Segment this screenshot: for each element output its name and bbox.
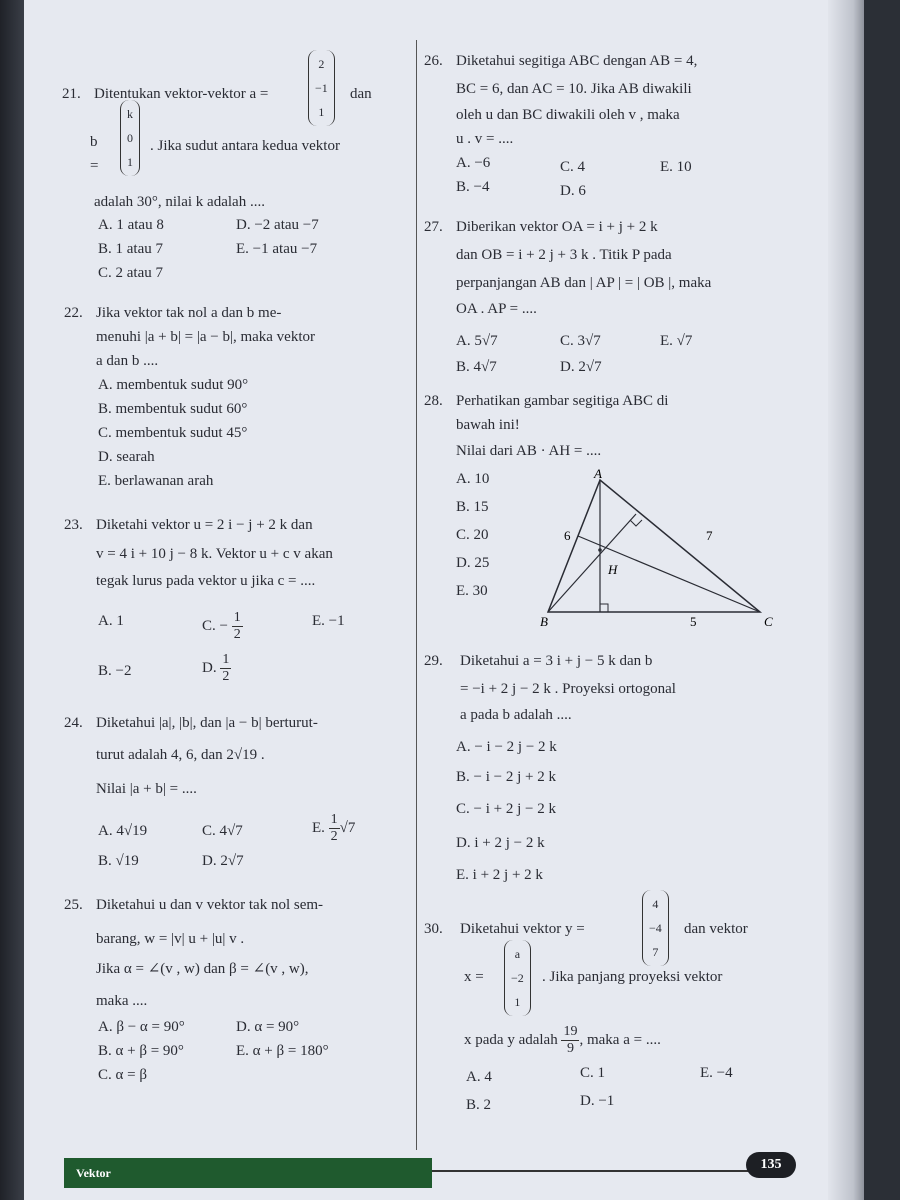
conjunction: dan vektor (684, 921, 748, 937)
option-c: C. 2 atau 7 (98, 265, 163, 281)
numerator: 1 (233, 610, 241, 625)
option-e: E. berlawanan arah (98, 473, 214, 489)
option-c: C. 4√7 (202, 823, 243, 839)
option-d: D. 25 (456, 555, 490, 571)
vector-entry: 4 (652, 897, 659, 911)
option-label: E. (312, 819, 325, 836)
option-c: C. − i + 2 j − 2 k (456, 801, 556, 817)
option-b: B. membentuk sudut 60° (98, 401, 248, 417)
option-a: A. β − α = 90° (98, 1019, 185, 1035)
orthocenter-point (598, 548, 602, 552)
option-e: E. −4 (700, 1065, 733, 1081)
denominator: 2 (222, 669, 230, 684)
option-c: C. 20 (456, 527, 489, 543)
fraction (232, 610, 243, 643)
question-text-line-3: Nilai dari AB · AH = .... (456, 443, 602, 459)
option-e (312, 812, 355, 845)
vector-entry: 2 (318, 57, 325, 71)
denominator: 2 (233, 627, 241, 642)
footer-section-label: Vektor (76, 1166, 111, 1180)
side-ac-length: 7 (706, 528, 713, 543)
radical: √7 (339, 819, 356, 836)
question-text-line-2: . Jika sudut antara kedua vektor (150, 138, 340, 154)
right-angle-mark (630, 520, 642, 526)
vector-entry: 1 (318, 105, 325, 119)
fraction (561, 1024, 579, 1057)
question-text-line-2: . Jika panjang proyeksi vektor (542, 969, 723, 985)
question-text-line-2: dan OB = i + 2 j + 3 k . Titik P pada (456, 247, 672, 263)
denominator: 9 (566, 1041, 574, 1056)
option-e: E. −1 (312, 613, 345, 629)
option-d: D. searah (98, 449, 155, 465)
option-a: A. 10 (456, 471, 490, 487)
numerator: 1 (330, 812, 338, 827)
conjunction: dan (350, 86, 372, 102)
vector-entry: −2 (511, 971, 524, 985)
option-e: E. 10 (660, 159, 692, 175)
question-text-line-2: BC = 6, dan AC = 10. Jika AB diwakili (456, 81, 692, 97)
page-curl-shadow (828, 0, 864, 1200)
option-c: C. membentuk sudut 45° (98, 425, 248, 441)
option-b: B. −2 (98, 663, 132, 679)
question-text-line-1: Diketahi vektor u = 2 i − j + 2 k dan (96, 517, 313, 533)
question-text-line-1: Diketahui |a|, |b|, dan |a − b| berturut- (96, 715, 318, 731)
option-e: E. i + 2 j + 2 k (456, 867, 543, 883)
option-label: C. − (202, 617, 228, 634)
option-a: A. −6 (456, 155, 491, 171)
fraction (329, 812, 340, 845)
option-b: B. √19 (98, 853, 139, 869)
option-b: B. 1 atau 7 (98, 241, 163, 257)
option-c: C. 4 (560, 159, 586, 175)
option-d: D. 2√7 (202, 853, 244, 869)
option-d: D. 2√7 (560, 359, 602, 375)
option-a: A. 4√19 (98, 823, 148, 839)
option-d (202, 652, 231, 685)
option-a: A. 5√7 (456, 333, 498, 349)
option-d: D. 6 (560, 183, 586, 199)
question-text-line-2: turut adalah 4, 6, dan 2√19 . (96, 747, 265, 763)
question-text-line-3: Jika α = ∠(v , w) dan β = ∠(v , w), (96, 961, 309, 977)
vector-b-matrix (120, 100, 140, 176)
question-text-line-3: oleh u dan BC diwakili oleh v , maka (456, 107, 680, 123)
vector-entry: −4 (649, 921, 662, 935)
book-binding (0, 0, 24, 1200)
question-number: 26. (424, 53, 443, 69)
question-text-line-2: bawah ini! (456, 417, 520, 433)
question-text-line-1: Diketahui u dan v vektor tak nol sem- (96, 897, 324, 913)
question-number: 21. (62, 86, 81, 102)
option-c: C. α = β (98, 1067, 147, 1083)
orthocenter-label: H (608, 562, 618, 577)
option-b: B. − i − 2 j + 2 k (456, 769, 556, 785)
vector-a-matrix (308, 50, 335, 126)
question-text-line-1: Perhatikan gambar segitiga ABC di (456, 393, 669, 409)
textbook-page (24, 0, 864, 1200)
vertex-c-label: C (764, 614, 773, 629)
option-e: E. α + β = 180° (236, 1043, 329, 1059)
side-ab-length: 6 (564, 528, 571, 543)
option-e: E. −1 atau −7 (236, 241, 318, 257)
triangle-outline (548, 480, 760, 612)
page-number: 135 (746, 1152, 796, 1178)
option-a: A. 4 (466, 1069, 492, 1085)
question-text-line-4: maka .... (96, 993, 148, 1009)
question-text-line-2: menuhi |a + b| = |a − b|, maka vektor (96, 329, 316, 345)
option-d: D. −1 (580, 1093, 615, 1109)
vector-entry: 1 (514, 995, 521, 1009)
option-c (202, 610, 243, 643)
footer-rule (432, 1170, 752, 1172)
question-text-line-1: Diketahui segitiga ABC dengan AB = 4, (456, 53, 698, 69)
vector-y-matrix (642, 890, 669, 966)
vector-x-label: x = (464, 969, 484, 985)
option-a: A. − i − 2 j − 2 k (456, 739, 557, 755)
option-d: D. i + 2 j − 2 k (456, 835, 545, 851)
altitude-from-b (548, 514, 636, 612)
option-a: A. 1 (98, 613, 124, 629)
question-number: 25. (64, 897, 83, 913)
question-text-line-3: tegak lurus pada vektor u jika c = .... (96, 573, 316, 589)
option-b: B. 15 (456, 499, 489, 515)
text-segment: , maka a = .... (579, 1031, 661, 1048)
vertex-b-label: B (540, 614, 548, 629)
question-text-line-1: Jika vektor tak nol a dan b me- (96, 305, 282, 321)
option-b: B. 4√7 (456, 359, 497, 375)
vector-entry: 1 (127, 155, 133, 169)
option-c: C. 1 (580, 1065, 606, 1081)
option-b: B. −4 (456, 179, 490, 195)
option-a: A. membentuk sudut 90° (98, 377, 249, 393)
option-b: B. 2 (466, 1097, 492, 1113)
vector-entry: −1 (315, 81, 328, 95)
question-text-line-3: Nilai |a + b| = .... (96, 781, 197, 797)
text-segment: x pada y adalah (464, 1031, 558, 1048)
question-text-line-2: = −i + 2 j − 2 k . Proyeksi ortogonal (460, 681, 676, 697)
vector-entry: a (514, 947, 521, 961)
footer-section-bar (64, 1158, 432, 1188)
vector-entry: 7 (652, 945, 659, 959)
right-angle-mark (600, 604, 608, 612)
column-divider (416, 40, 417, 1150)
question-text-line-1: Diberikan vektor OA = i + j + 2 k (456, 219, 658, 235)
question-text-line-4: OA . AP = .... (456, 301, 537, 317)
fraction (220, 652, 231, 685)
question-text-line-3 (464, 1024, 661, 1057)
option-d: D. −2 atau −7 (236, 217, 319, 233)
question-number: 22. (64, 305, 83, 321)
question-text-line-3: a pada b adalah .... (460, 707, 572, 723)
question-number: 29. (424, 653, 443, 669)
question-text-line-4: u . v = .... (456, 131, 514, 147)
vector-b-label: b = (90, 134, 99, 174)
triangle-abc-figure (538, 466, 778, 630)
question-text-line-1: Ditentukan vektor-vektor a = (94, 86, 269, 102)
vector-entry: 0 (127, 131, 133, 145)
question-text-line-2: barang, w = |v| u + |u| v . (96, 931, 245, 947)
question-number: 23. (64, 517, 83, 533)
option-c: C. 3√7 (560, 333, 601, 349)
option-label: D. (202, 659, 217, 676)
side-bc-length: 5 (690, 614, 697, 629)
question-number: 27. (424, 219, 443, 235)
question-number: 30. (424, 921, 443, 937)
question-text-line-3: perpanjangan AB dan | AP | = | OB |, maka (456, 275, 712, 291)
option-e: E. √7 (660, 333, 693, 349)
question-text-line-1: Diketahui vektor y = (460, 921, 585, 937)
denominator: 2 (330, 829, 338, 844)
vertex-a-label: A (594, 466, 602, 481)
option-b: B. α + β = 90° (98, 1043, 184, 1059)
question-text-line-3: adalah 30°, nilai k adalah .... (94, 194, 265, 210)
vector-entry: k (127, 107, 133, 121)
question-text-line-2: v = 4 i + 10 j − 8 k. Vektor u + c v akan (96, 546, 333, 562)
numerator: 19 (563, 1024, 578, 1039)
question-text-line-1: Diketahui a = 3 i + j − 5 k dan b (460, 653, 653, 669)
question-text-line-3: a dan b .... (96, 353, 159, 369)
option-e: E. 30 (456, 583, 488, 599)
option-a: A. 1 atau 8 (98, 217, 164, 233)
numerator: 1 (222, 652, 230, 667)
option-d: D. α = 90° (236, 1019, 300, 1035)
vector-x-matrix (504, 940, 531, 1016)
question-number: 24. (64, 715, 83, 731)
question-number: 28. (424, 393, 443, 409)
altitude-from-c (578, 536, 760, 612)
